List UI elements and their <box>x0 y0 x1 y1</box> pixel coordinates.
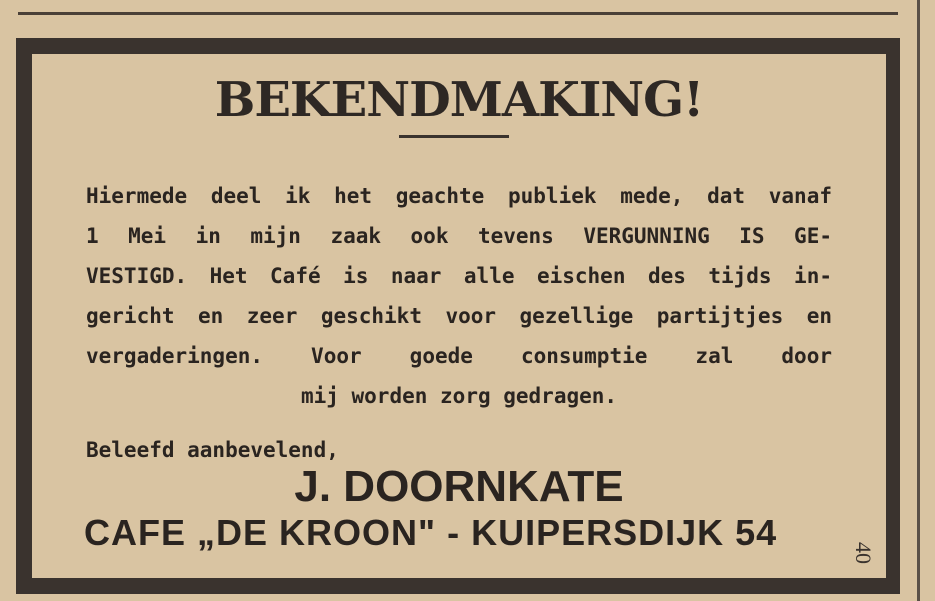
headline-underline <box>399 135 509 138</box>
body-line-5: vergaderingen. Voor goede consumptie zal door <box>86 344 832 368</box>
cafe-address: CAFE „DE KROON" - KUIPERSDIJK 54 <box>84 512 778 553</box>
advertisement-frame <box>16 38 900 594</box>
greeting: Beleefd aanbevelend, <box>86 438 339 462</box>
headline: BEKENDMAKING! <box>214 72 704 128</box>
body-line-2: 1 Mei in mijn zaak ook tevens VERGUNNING IS GE- <box>86 224 832 248</box>
column-rule <box>917 0 920 601</box>
body-line-1: Hiermede deel ik het geachte publiek mede, dat vanaf <box>86 184 832 208</box>
body-line-3: VESTIGD. Het Café is naar alle eischen des tijds in- <box>86 264 832 288</box>
body-line-4: gericht en zeer geschikt voor gezellige partijtjes en <box>86 304 832 328</box>
body-line-6: mij worden zorg gedragen. <box>300 384 618 408</box>
proprietor-name: J. DOORNKATE <box>294 462 624 511</box>
margin-number: 40 <box>851 542 876 564</box>
advertisement-content <box>32 54 886 578</box>
notice-body <box>86 176 832 416</box>
top-rule <box>18 12 898 15</box>
